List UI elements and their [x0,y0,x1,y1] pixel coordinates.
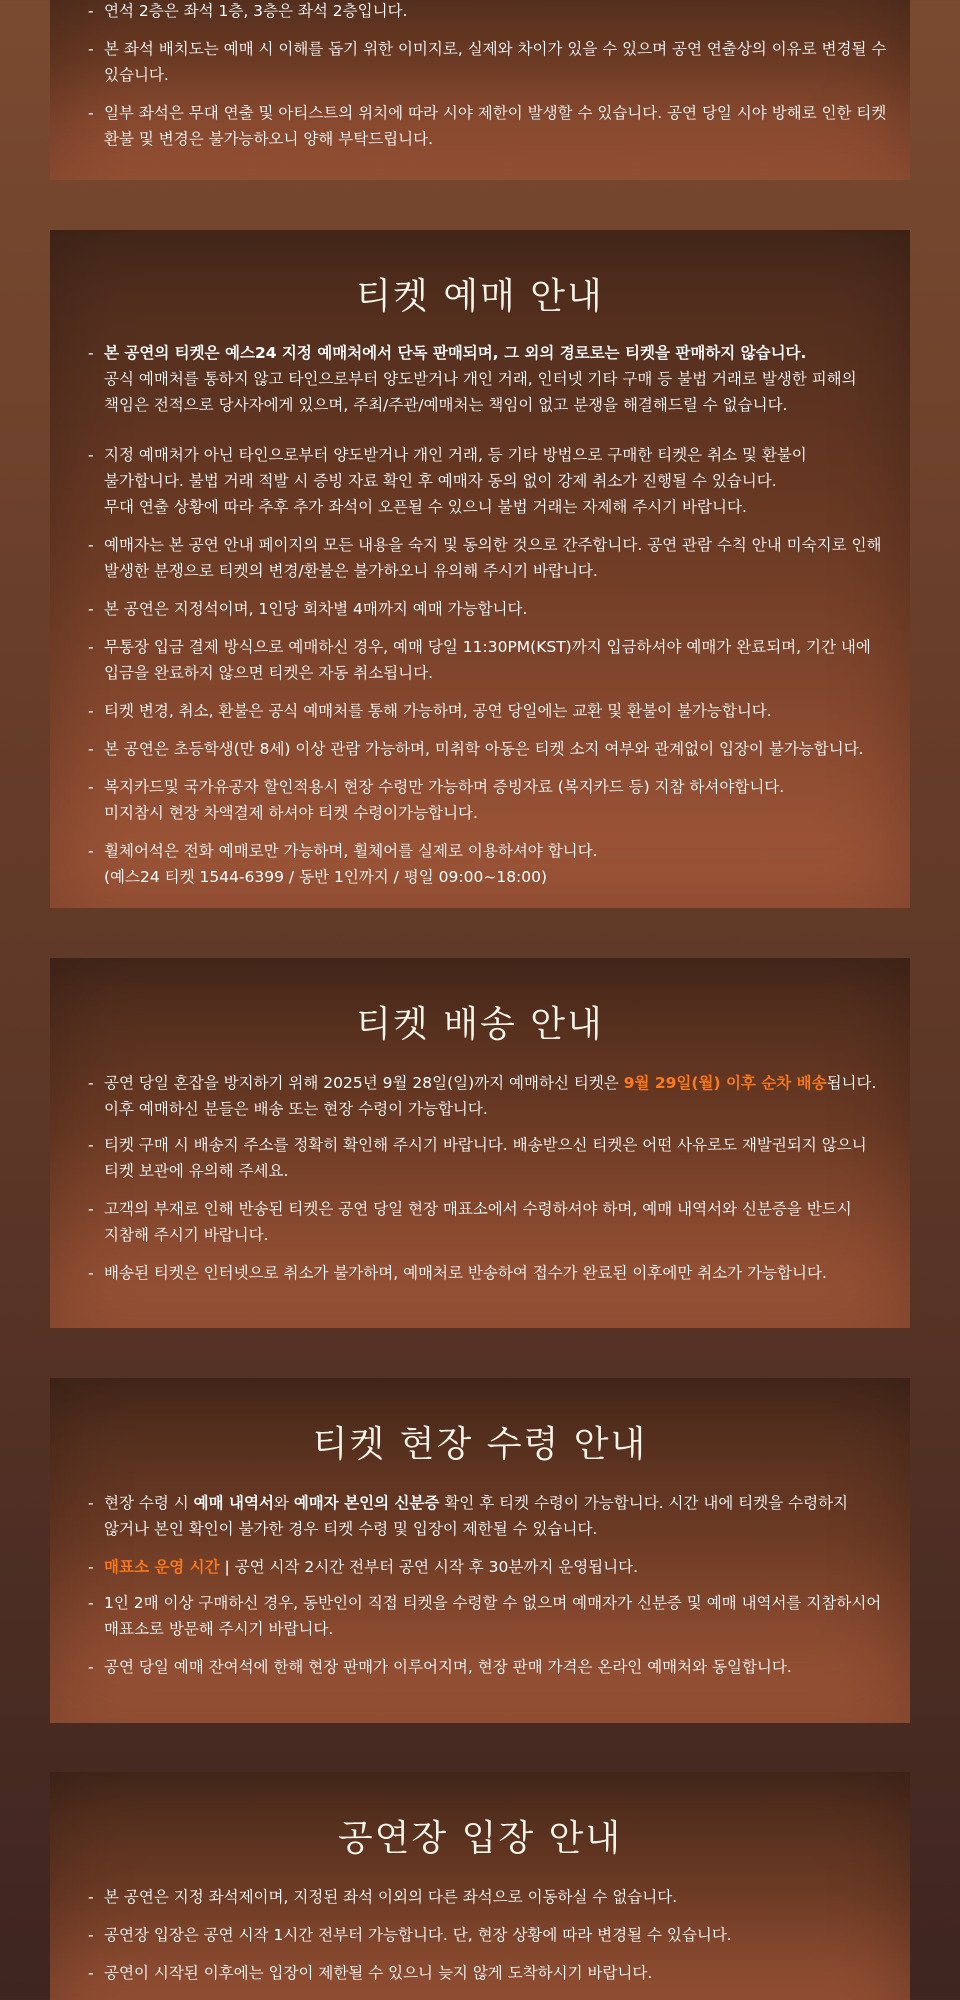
delivery-panel [50,958,910,1328]
list-item: - 무통장 입금 결제 방식으로 예매하신 경우, 예매 당일 11:30PM(KST)까지 입금하셔야 예매가 완료되며, 기간 내에 입금을 완료하지 않으면 티켓은 자동 취소됩니다. [88,634,872,686]
list-item: - 본 좌석 배치도는 예매 시 이해를 돕기 위한 이미지로, 실제와 차이가 있을 수 있으며 공연 연출상의 이유로 변경될 수 있습니다. [88,36,872,88]
entry-title: 공연장 입장 안내 [337,1818,623,1859]
list-item: - 공연 당일 예매 잔여석에 한해 현장 판매가 이루어지며, 현장 판매 가격은 온라인 예매처와 동일합니다. [88,1654,872,1680]
list-item: - 본 공연은 지정 좌석제이며, 지정된 좌석 이외의 다른 좌석으로 이동하실 수 없습니다. [88,1884,872,1910]
pickup-panel [50,1378,910,1723]
list-item: - 일부 좌석은 무대 연출 및 아티스트의 위치에 따라 시야 제한이 발생할 수 있습니다. 공연 당일 시야 방해로 인한 티켓 환불 및 변경은 불가능하오니 양해 부탁드립니다. [88,100,872,152]
entry-panel [50,1772,910,2000]
list-item: - 본 공연의 티켓은 예스24 지정 예매처에서 단독 판매되며, 그 외의 경로로는 티켓을 판매하지 않습니다. 공식 예매처를 통하지 않고 타인으로부터 양도받거나 개인 거래, 인터넷 기타 구매 등 불법 거래로 발생한 피해의 책임은 전적으로 당사자에게 있으며, 주최/주관/예매처는 책임이 없고 분쟁을 해결해드릴 수 없습니다. [88,340,872,418]
list-item: - 1인 2매 이상 구매하신 경우, 동반인이 직접 티켓을 수령할 수 없으며 예매자가 신분증 및 예매 내역서를 지참하시어 매표소로 방문해 주시기 바랍니다. [88,1590,872,1642]
list-item: - 공연장 입장은 공연 시작 1시간 전부터 가능합니다. 단, 현장 상황에 따라 변경될 수 있습니다. [88,1922,872,1948]
list-item: - 현장 수령 시 예매 내역서와 예매자 본인의 신분증 확인 후 티켓 수령이 가능합니다. 시간 내에 티켓을 수령하지 않거나 본인 확인이 불가한 경우 티켓 수령 및 입장이 제한될 수 있습니다. [88,1490,872,1542]
list-item: - 예매자는 본 공연 안내 페이지의 모든 내용을 숙지 및 동의한 것으로 간주합니다. 공연 관람 수칙 안내 미숙지로 인해 발생한 분쟁으로 티켓의 변경/환불은 불가하오니 유의해 주시기 바랍니다. [88,532,872,584]
list-item: - 배송된 티켓은 인터넷으로 취소가 불가하며, 예매처로 반송하여 접수가 완료된 이후에만 취소가 가능합니다. [88,1260,872,1286]
list-item: - 본 공연은 초등학생(만 8세) 이상 관람 가능하며, 미취학 아동은 티켓 소지 여부와 관계없이 입장이 불가능합니다. [88,736,872,762]
delivery-list-rest [88,1132,872,1298]
ticket-sales-list [88,340,872,430]
list-item: - 매표소 운영 시간 | 공연 시작 2시간 전부터 공연 시작 후 30분까지 운영됩니다. [88,1554,872,1580]
list-item: - 공연이 시작된 이후에는 입장이 제한될 수 있으니 늦지 않게 도착하시기 바랍니다. [88,1960,872,1986]
pickup-list-rest [88,1590,882,1692]
ticket-sales-title: 티켓 예매 안내 [356,276,604,317]
seating-notice-panel [50,0,910,180]
ticket-sales-list-rest [88,442,882,902]
delivery-date-highlight: 9월 29일(월) 이후 순차 배송 [623,1074,827,1092]
entry-list [88,1884,872,1998]
list-item: - 연석 2층은 좌석 1층, 3층은 좌석 2층입니다. [88,0,872,24]
list-item: - 티켓 구매 시 배송지 주소를 정확히 확인해 주시기 바랍니다. 배송받으신 티켓은 어떤 사유로도 재발권되지 않으니 티켓 보관에 유의해 주세요. [88,1132,872,1184]
pickup-list [88,1490,872,1592]
ticket-sales-panel [50,230,910,908]
list-item: - 본 공연은 지정석이며, 1인당 회차별 4매까지 예매 가능합니다. [88,596,872,622]
delivery-list [88,1070,877,1134]
seating-notice-list [88,0,887,164]
delivery-title: 티켓 배송 안내 [356,1004,604,1045]
list-item: - 공연 당일 혼잡을 방지하기 위해 2025년 9월 28일(일)까지 예매하신 티켓은 9월 29일(월) 이후 순차 배송됩니다. 이후 예매하신 분들은 배송 또는 현장 수령이 가능합니다. [88,1070,872,1122]
pickup-title: 티켓 현장 수령 안내 [312,1424,648,1465]
list-item: - 휠체어석은 전화 예매로만 가능하며, 휠체어를 실제로 이용하셔야 합니다. (예스24 티켓 1544-6399 / 동반 1인까지 / 평일 09:00~18:00) [88,838,872,890]
list-item: - 복지카드및 국가유공자 할인적용시 현장 수령만 가능하며 증빙자료 (복지카드 등) 지참 하셔야합니다. 미지참시 현장 차액결제 하셔야 티켓 수령이가능합니다. [88,774,872,826]
list-item: - 티켓 변경, 취소, 환불은 공식 예매처를 통해 가능하며, 공연 당일에는 교환 및 환불이 불가능합니다. [88,698,872,724]
box-office-hours-highlight: 매표소 운영 시간 [104,1558,220,1576]
list-item: - 지정 예매처가 아닌 타인으로부터 양도받거나 개인 거래, 등 기타 방법으로 구매한 티켓은 취소 및 환불이 불가합니다. 불법 거래 적발 시 증빙 자료 확인 후 예매자 동의 없이 강제 취소가 진행될 수 있습니다. 무대 연출 상황에 따라 추후 추가 좌석이 오픈될 수 있으니 불법 거래는 자제해 주시기 바랍니다. [88,442,872,520]
list-item: - 고객의 부재로 인해 반송된 티켓은 공연 당일 현장 매표소에서 수령하셔야 하며, 예매 내역서와 신분증을 반드시 지참해 주시기 바랍니다. [88,1196,872,1248]
